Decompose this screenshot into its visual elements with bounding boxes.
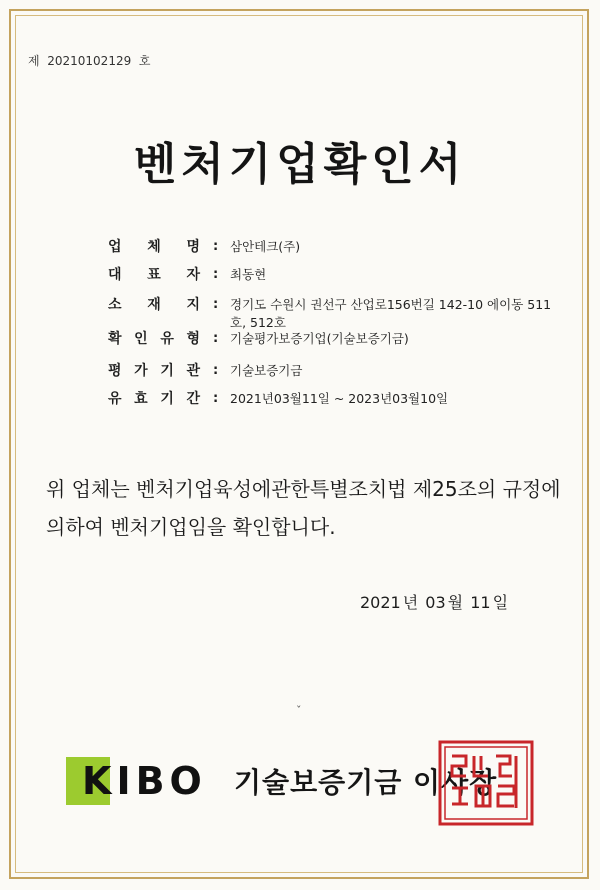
issuer-name: 기술보증기금 이사장 [234,766,498,799]
field-value: 2021년03월11일 ~ 2023년03월10일 [230,391,449,406]
field-label: 유 효 기 간 [108,391,200,407]
field-colon: : [213,239,219,254]
official-seal-icon [436,738,536,828]
field-label: 대 표 자 [108,267,200,283]
ink-mark: ˇ [296,704,302,717]
issue-date: 2021 년 03 월 11 일 [360,593,509,612]
issuer-block [66,757,497,805]
field-value: 기술보증기금 [230,363,303,378]
confirmation-statement: 위 업체는 벤처기업육성에관한특별조치법 제25조의 규정에 의하여 벤처기업임을 확인합니다. [46,477,561,539]
field-label: 평 가 기 관 [108,363,200,379]
field-colon: : [213,363,219,378]
field-colon: : [213,297,219,312]
field-label: 소 재 지 [108,297,200,313]
certificate-title: 벤처기업확인서 [133,139,467,190]
field-colon: : [213,267,219,282]
field-colon: : [213,391,219,406]
document-number: 제 20210102129 호 [28,54,151,68]
kibo-logo [66,757,216,805]
field-label: 업 체 명 [108,239,200,255]
field-value: 최동현 [230,267,267,282]
field-value: 삼안테크(주) [230,239,301,254]
field-value: 기술평가보증기업(기술보증기금) [230,331,409,346]
field-value: 경기도 수원시 권선구 산업로156번길 142-10 에이동 511호, 512호 [230,297,552,330]
field-label: 확 인 유 형 [108,331,200,347]
field-colon: : [213,331,219,346]
kibo-logo-text: KIBO [82,759,207,803]
